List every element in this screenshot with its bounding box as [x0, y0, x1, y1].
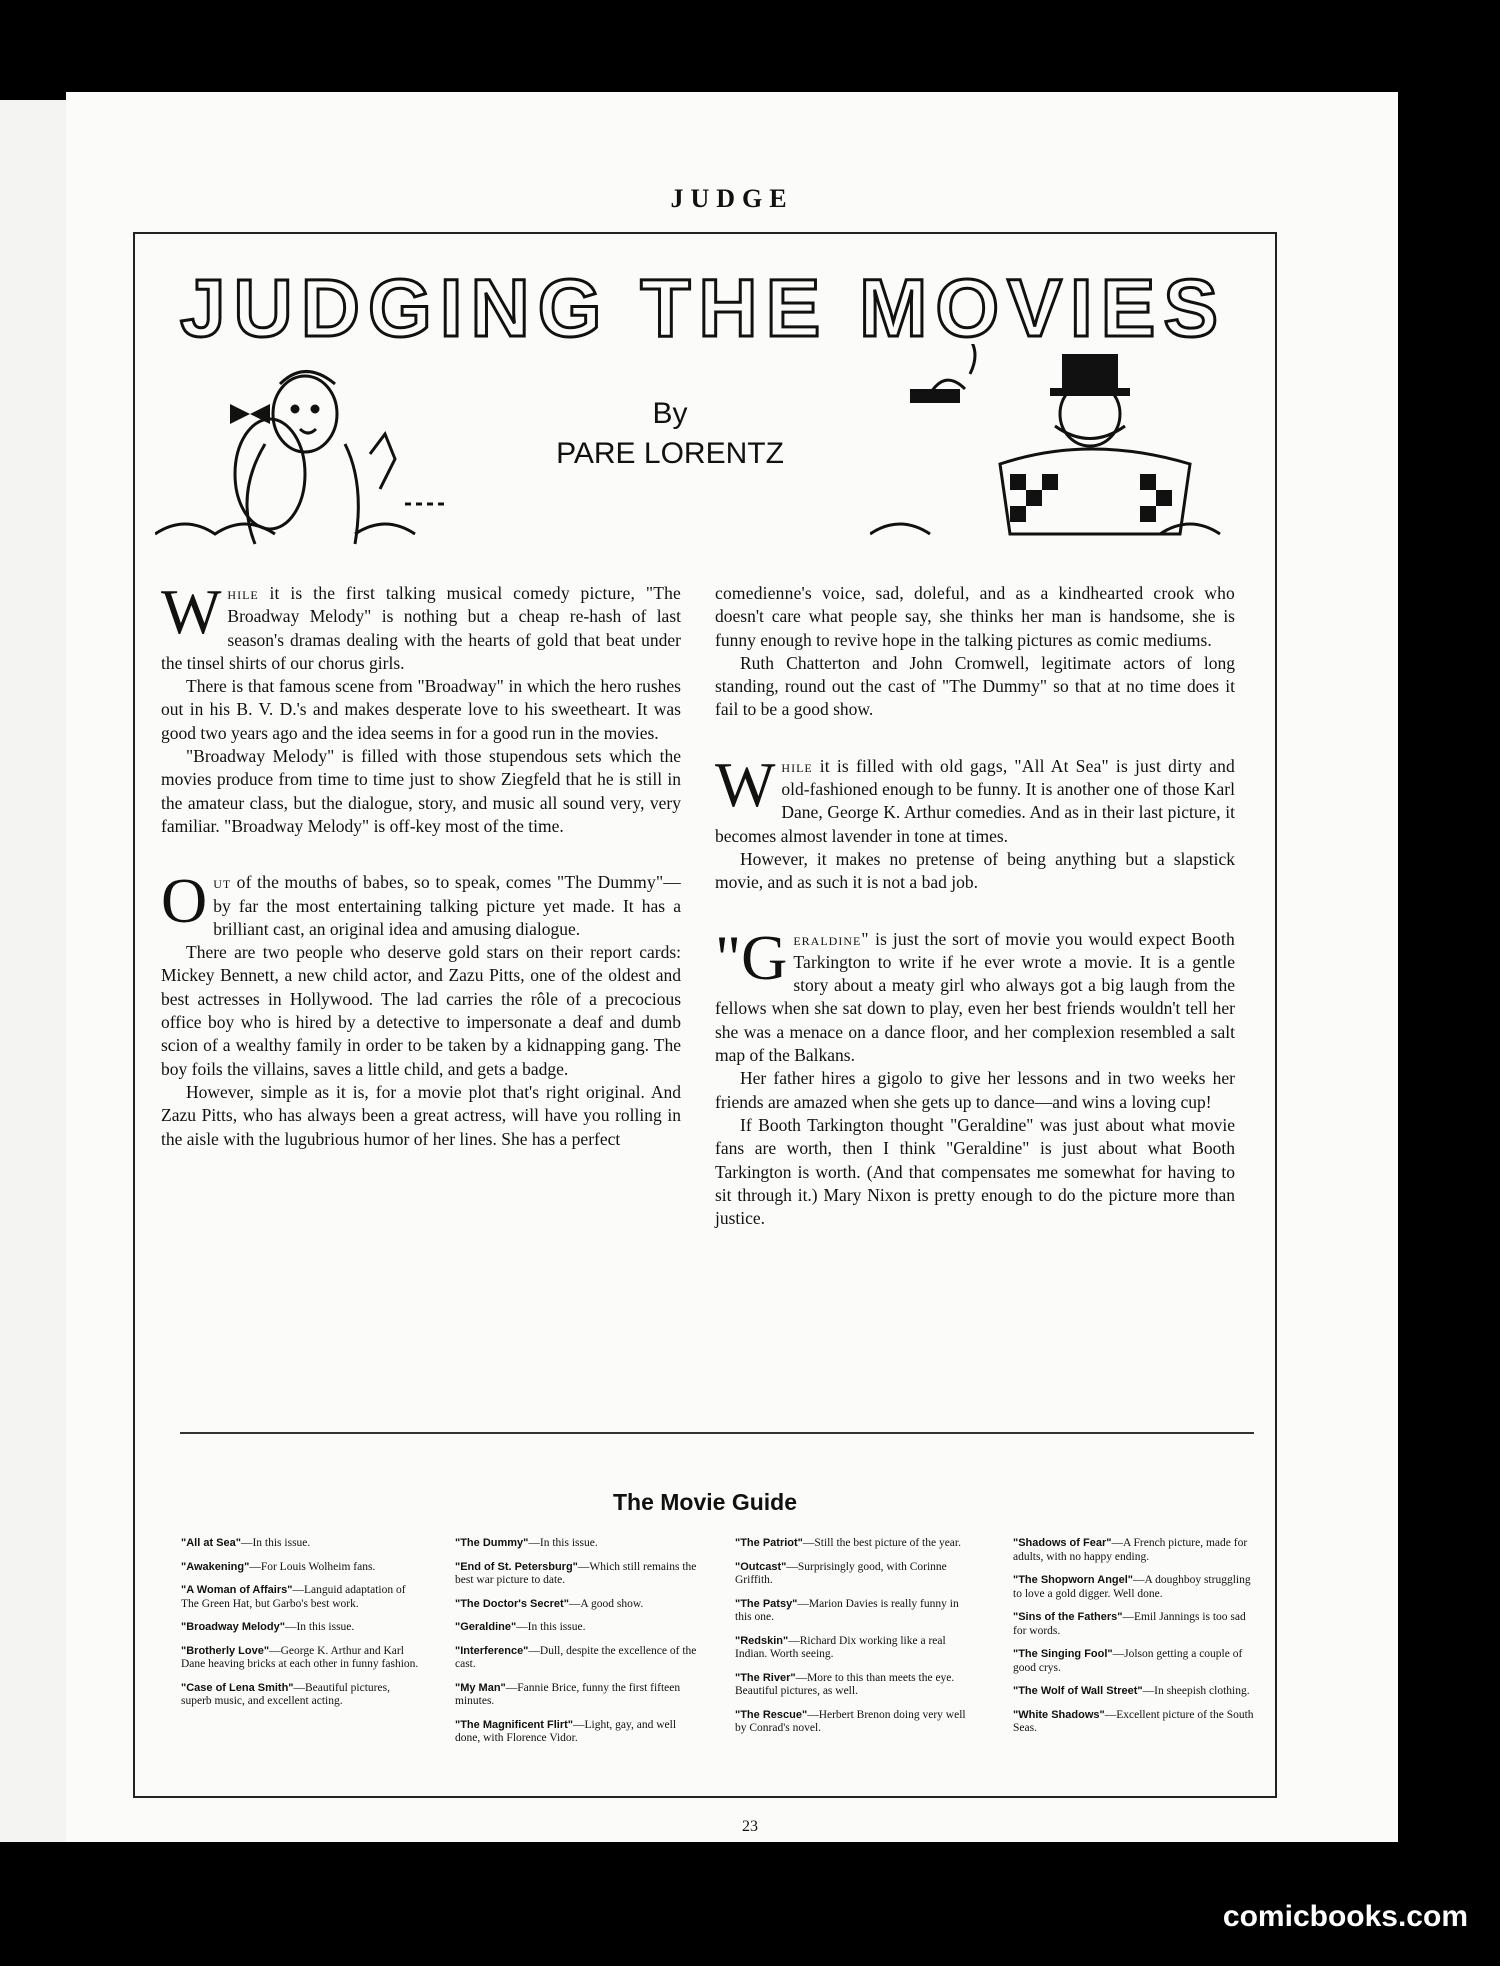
watermark: comicbooks.com [1222, 1900, 1468, 1933]
guide-entry: "All at Sea"—In this issue. [181, 1537, 311, 1549]
guide-entry: "My Man"—Fannie Brice, funny the first fifteen minutes. [455, 1681, 681, 1707]
guide-entry: "A Woman of Affairs"—Languid adaptation of The Green Hat, but Garbo's best work. [181, 1584, 406, 1610]
paragraph: However, simple as it is, for a movie plot that's right original. And Zazu Pitts, who has always been a great actress, will have you rolling in the aisle with the lugubrious humor of her lines. She has a perfect [161, 1081, 681, 1149]
article-right-column [715, 582, 1235, 1230]
paragraph: "Geraldine" is just the sort of movie you would expect Booth Tarkington to write if he ever wrote a movie. It is a gentle story about a meaty girl who always got a big laugh from the fellows when she sat down to play, even her best friends wouldn't tell her she was a menace on a dance floor, and her complexion resembled a salt map of the Balkans. [715, 921, 1235, 1066]
paragraph: Her father hires a gigolo to give her lessons and in two weeks her friends are amazed when she gets up to dance—and wins a loving cup! [715, 1068, 1235, 1112]
guide-column [455, 1537, 697, 1756]
guide-entry: "The Patriot"—Still the best picture of the year. [735, 1537, 961, 1549]
guide-entry: "The Singing Fool"—Jolson getting a couple of good crys. [1013, 1648, 1243, 1674]
guide-column [735, 1537, 977, 1746]
byline [505, 394, 835, 474]
guide-entry: "Outcast"—Surprisingly good, with Corinne Griffith. [735, 1560, 947, 1586]
paragraph: Out of the mouths of babes, so to speak, comes "The Dummy"—by far the most entertaining talking picture yet made. It has a brilliant cast, an original idea and amusing dialogue. [161, 865, 681, 939]
guide-entry: "Sins of the Fathers"—Emil Jannings is too sad for words. [1013, 1611, 1246, 1637]
guide-entry: "Brotherly Love"—George K. Arthur and Karl Dane heaving bricks at each other in funny fashion. [181, 1644, 419, 1670]
paragraph: Ruth Chatterton and John Cromwell, legitimate actors of long standing, round out the cast of "The Dummy" so that at no time does it fail to be a good show. [715, 652, 1235, 720]
villain-illustration [870, 344, 1250, 554]
byline-by: By [652, 397, 688, 430]
guide-entry: "Redskin"—Richard Dix working like a real Indian. Worth seeing. [735, 1634, 946, 1660]
paragraph: There are two people who deserve gold stars on their report cards: Mickey Bennett, a new child actor, and Zazu Pitts, one of the oldest and best actresses in Hollywood. The lad carries the rôle of a precocious office boy who is hired by a detective to impersonate a deaf and dumb scion of a wealthy family in order to be taken by a kidnapping gang. The boy foils the villains, saves a little child, and gets a badge. [161, 942, 681, 1079]
paragraph: If Booth Tarkington thought "Geraldine" was just about what movie fans are worth, then I think "Geraldine" is just about what Booth Tarkington is worth. (And that compensates me somewhat for having to sit through it.) Mary Nixon is pretty enough to do the picture more than justice. [715, 1114, 1235, 1229]
adjacent-page-edge [0, 100, 66, 1842]
byline-author: PARE LORENTZ [556, 437, 784, 470]
guide-entry: "The Doctor's Secret"—A good show. [455, 1597, 644, 1610]
guide-entry: "Case of Lena Smith"—Beautiful pictures, superb music, and excellent acting. [181, 1681, 390, 1707]
article-title: JUDGING THE MOVIES [179, 264, 1227, 354]
movie-guide-title: The Movie Guide [612, 1489, 798, 1515]
magazine-page [66, 92, 1398, 1842]
guide-entry: "The River"—More to this than meets the eye. Beautiful pictures, as well. [735, 1671, 955, 1697]
guide-entry: "The Magnificent Flirt"—Light, gay, and well done, with Florence Vidor. [455, 1718, 677, 1744]
paragraph: While it is filled with old gags, "All At Sea" is just dirty and old-fashioned enough to be funny. It is another one of those Karl Dane, George K. Arthur comedies. And as in their last picture, it becomes almost lavender in tone at times. [715, 748, 1235, 846]
page-number: 23 [742, 1818, 758, 1835]
paragraph: There is that famous scene from "Broadway" in which the hero rushes out in his B. V. D.'s and makes desperate love to his sweetheart. It was good two years ago and the idea seems in for a good run in the movies. [161, 676, 681, 743]
guide-entry: "The Rescue"—Herbert Brenon doing very well by Conrad's novel. [735, 1708, 966, 1734]
guide-entry: "The Shopworn Angel"—A doughboy struggling to love a gold digger. Well done. [1013, 1574, 1251, 1600]
paragraph: However, it makes no pretense of being anything but a slapstick movie, and as such it is not a bad job. [715, 848, 1235, 893]
running-head: JUDGE [670, 184, 794, 213]
guide-entry: "The Wolf of Wall Street"—In sheepish clothing. [1013, 1685, 1250, 1697]
paragraph: "Broadway Melody" is filled with those stupendous sets which the movies produce from time to time just to show Ziegfeld that he is still in the amateur class, but the dialogue, story, and music all sound very, very familiar. "Broadway Melody" is off-key most of the time. [161, 746, 681, 836]
guide-entry: "Broadway Melody"—In this issue. [181, 1621, 355, 1633]
guide-entry: "Interference"—Dull, despite the excellence of the cast. [455, 1644, 697, 1670]
guide-entry: "The Patsy"—Marion Davies is really funny in this one. [735, 1597, 959, 1623]
section-divider [180, 1432, 1254, 1434]
couple-illustration [155, 354, 455, 554]
paragraph: While it is the first talking musical comedy picture, "The Broadway Melody" is nothing but a cheap re-hash of last season's dramas dealing with the hearts of gold that beat under the tinsel shirts of our chorus girls. [161, 576, 681, 673]
paragraph: comedienne's voice, sad, doleful, and as a kindhearted crook who doesn't care what people say, she thinks her man is handsome, she is funny enough to revive hope in the talking pictures as comic mediums. [715, 583, 1235, 650]
article-left-column [161, 576, 681, 1151]
guide-entry: "White Shadows"—Excellent picture of the South Seas. [1013, 1708, 1254, 1734]
guide-entry: "End of St. Petersburg"—Which still remains the best war picture to date. [455, 1560, 697, 1586]
guide-entry: "Shadows of Fear"—A French picture, made for adults, with no happy ending. [1013, 1537, 1248, 1563]
guide-column [1013, 1537, 1255, 1746]
article-frame [133, 232, 1277, 1798]
guide-entry: "Geraldine"—In this issue. [455, 1621, 586, 1633]
title-lettering [153, 264, 1253, 354]
guide-column [181, 1537, 423, 1719]
guide-entry: "Awakening"—For Louis Wolheim fans. [181, 1560, 376, 1573]
guide-entry: "The Dummy"—In this issue. [455, 1537, 598, 1549]
